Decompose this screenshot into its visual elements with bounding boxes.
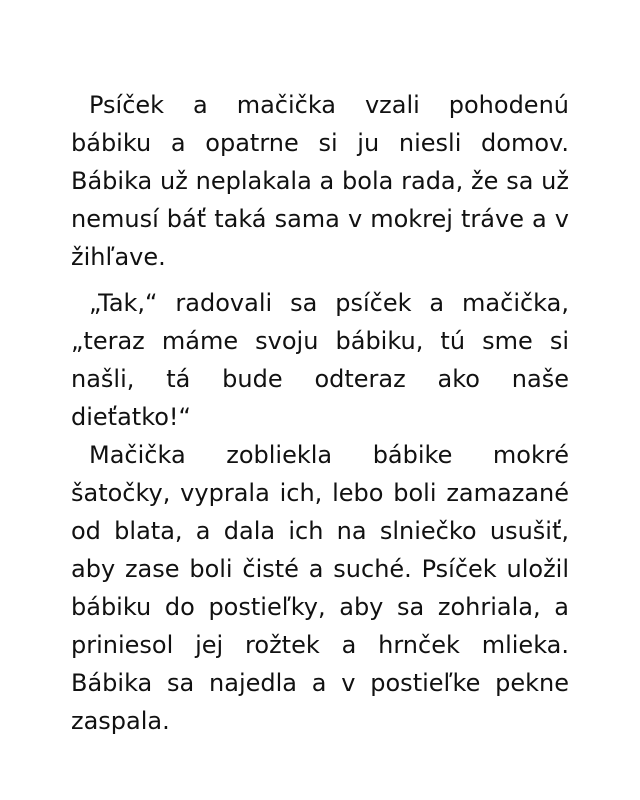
story-paragraph-2 xyxy=(71,284,569,436)
story-paragraph-3 xyxy=(71,436,569,740)
story-paragraph-1 xyxy=(71,86,569,276)
paragraph-text: Mačička zobliekla bábike mokré šatočky, vyprala ich, lebo boli zamazané od blata, a dala ich na slniečko usušiť, aby zase boli čisté a suché. Psíček uložil bábiku do postieľky, aby sa zohriala, a priniesol jej rožtek a hrnček mlieka. Bábika sa najedla a v postieľke pekne zaspala. xyxy=(71,441,569,735)
paragraph-text: Psíček a mačička vzali pohodenú bábiku a opatrne si ju niesli domov. Bábika už neplakala a bola rada, že sa už nemusí báť taká sama v mokrej tráve a v žihľave. xyxy=(71,91,569,271)
paragraph-text: „Tak,“ radovali sa psíček a mačička, „teraz máme svoju bábiku, tú sme si našli, tá bude odteraz ako naše dieťatko!“ xyxy=(71,289,569,431)
